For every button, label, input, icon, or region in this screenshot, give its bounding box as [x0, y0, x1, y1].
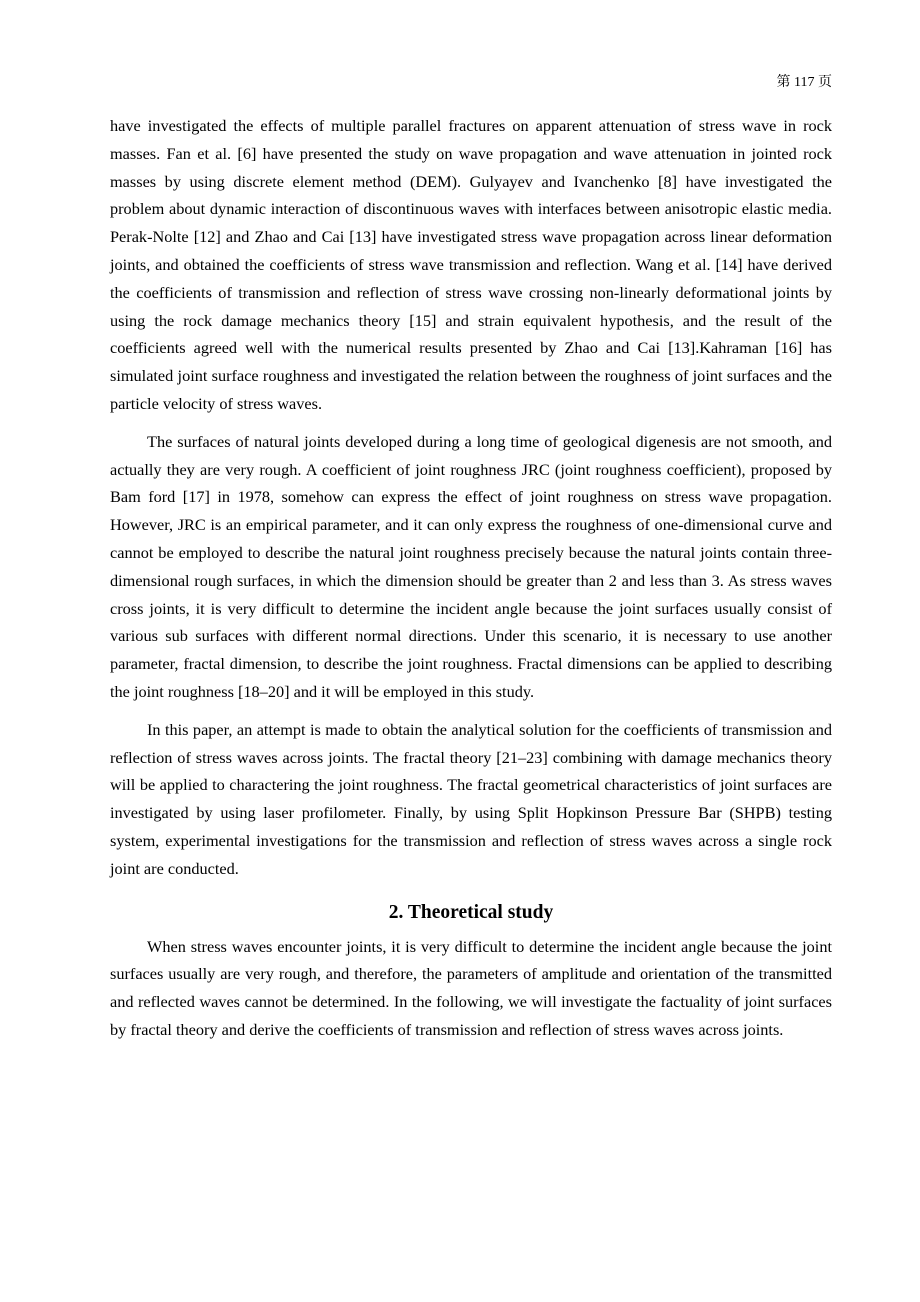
- paragraph-paper-aims: In this paper, an attempt is made to obtain the analytical solution for the coefficients of transmission and reflection of stress waves across joints. The fractal theory [21–23] combining with damage mechanics theory will be applied to charactering the joint roughness. The fractal geometrical characteristics of joint surfaces are investigated by using laser profilometer. Finally, by using Split Hopkinson Pressure Bar (SHPB) testing system, experimental investigations for the transmission and reflection of stress waves across a single rock joint are conducted.: [110, 719, 832, 878]
- page-number: 第 117 页: [776, 75, 832, 90]
- paragraph-literature-review: have investigated the effects of multiple parallel fractures on apparent attenuation of stress wave in rock masses. Fan et al. [6] have presented the study on wave propagation and wave attenuation in jointed rock masses by using discrete element method (DEM). Gulyayev and Ivanchenko [8] have investigated the problem about dynamic interaction of discontinuous waves with interfaces between anisotropic elastic media. Perak-Nolte [12] and Zhao and Cai [13] have investigated stress wave propagation across linear deformation joints, and obtained the coefficients of stress wave transmission and reflection. Wang et al. [14] have derived the coefficients of transmission and reflection of stress wave crossing non-linearly deformational joints by using the rock damage mechanics theory [15] and strain equivalent hypothesis, and the result of the coefficients agreed well with the numerical results presented by Zhao and Cai [13].Kahraman [16] has simulated joint surface roughness and investigated the relation between the roughness of joint surfaces and the particle velocity of stress waves.: [110, 116, 832, 413]
- body-text: [110, 112, 832, 1054]
- section-heading: 2. Theoretical study: [388, 901, 554, 923]
- paragraph-theory-intro: When stress waves encounter joints, it is very difficult to determine the incident angle because the joint surfaces usually are very rough, and therefore, the parameters of amplitude and orientation of the transmitted and reflected waves cannot be determined. In the following, we will investigate the factuality of joint surfaces by fractal theory and derive the coefficients of transmission and reflection of stress waves across joints.: [110, 936, 832, 1039]
- paragraph-joint-roughness: The surfaces of natural joints developed during a long time of geological digenesis are not smooth, and actually they are very rough. A coefficient of joint roughness JRC (joint roughness coefficient), proposed by Bam ford [17] in 1978, somehow can express the effect of joint roughness on stress wave propagation. However, JRC is an empirical parameter, and it can only express the roughness of one-dimensional curve and cannot be employed to describe the natural joint roughness precisely because the natural joints contain three-dimensional rough surfaces, in which the dimension should be greater than 2 and less than 3. As stress waves cross joints, it is very difficult to determine the incident angle because the joint surfaces usually consist of various sub surfaces with different normal directions. Under this scenario, it is necessary to use another parameter, fractal dimension, to describe the joint roughness. Fractal dimensions can be applied to describing the joint roughness [18–20] and it will be employed in this study.: [110, 431, 832, 701]
